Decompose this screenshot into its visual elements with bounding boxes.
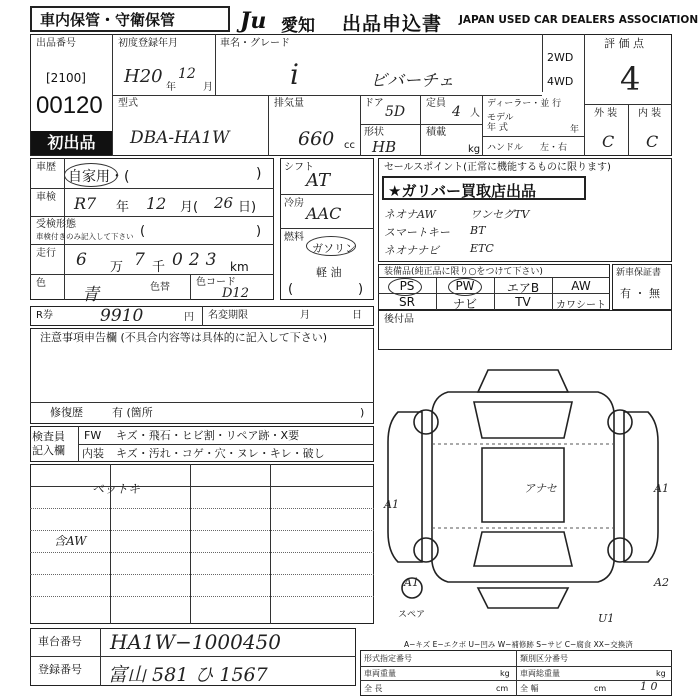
left-side xyxy=(388,412,422,562)
repair-close: ) xyxy=(360,406,365,419)
rating-label: 評 価 点 xyxy=(604,37,644,50)
usage-value: 自家用・( xyxy=(68,169,130,185)
certificate-note: 車検付きのみ記入して下さい xyxy=(36,232,134,241)
rating-score: 4 xyxy=(620,60,641,98)
car-body xyxy=(432,392,614,582)
color-code-label: 色コード xyxy=(196,277,236,288)
aircon-label: 冷房 xyxy=(284,198,304,209)
inspector-int-label: 内装 xyxy=(82,447,104,460)
handle-options: 左・右 xyxy=(540,143,568,153)
car-outline-bottom xyxy=(478,588,568,608)
drive-2wd: 2WD xyxy=(547,51,574,64)
lot-label: 出品番号 xyxy=(36,38,76,49)
ju-logo xyxy=(240,8,266,34)
mileage-rest: 023 xyxy=(172,250,223,270)
displacement-label: 排気量 xyxy=(274,98,304,109)
mileage-man-unit: 万 xyxy=(110,260,124,275)
fuel-close: ) xyxy=(358,282,364,297)
load-label: 積載 xyxy=(426,127,446,138)
spec-row3: 全 長 xyxy=(364,684,383,693)
shift-value: AT xyxy=(306,170,331,191)
name-change-label: 名変期限 xyxy=(208,310,248,321)
damage-mark-2: A1 xyxy=(654,482,669,495)
equip-leather: カワシート xyxy=(556,300,606,311)
plate-value: 富山 581 ひ 1567 xyxy=(108,664,268,686)
drive-4wd: 4WD xyxy=(547,75,574,88)
right-side xyxy=(624,412,658,562)
inspection-year-unit: 年 xyxy=(116,200,130,215)
usage-label: 車歴 xyxy=(36,162,56,173)
month-unit: 月 xyxy=(203,82,213,93)
recycle-unit: 円 xyxy=(184,312,194,323)
repair-label: 修復歴 xyxy=(50,406,83,419)
type-code-value: DBA-HA1W xyxy=(130,128,230,148)
mileage-man: 6 xyxy=(76,250,87,270)
selling-point-5: ネオナナビ xyxy=(384,244,439,257)
color-change-label: 色替 xyxy=(150,282,170,293)
fuel-open: ( xyxy=(288,282,294,297)
recycle-value: 9910 xyxy=(100,306,144,326)
damage-mark-3: A1 xyxy=(404,576,419,589)
remark-line-1: ペットキ xyxy=(92,482,141,496)
displacement-value: 660 xyxy=(298,128,335,150)
model-year-label: モデル 年 式 xyxy=(487,113,514,133)
after-install-frame xyxy=(378,310,672,350)
name-change-month: 月 xyxy=(300,310,310,321)
color-value: 青 xyxy=(82,285,99,305)
fuel-gasoline: ガソリン xyxy=(312,242,356,255)
equip-navi: ナビ xyxy=(452,297,477,311)
capacity-label: 定員 xyxy=(426,98,446,109)
selling-point-6: ETC xyxy=(470,242,494,255)
equip-tv: TV xyxy=(515,295,531,309)
spec-row3b-unit: cm xyxy=(594,684,607,693)
load-unit: kg xyxy=(468,144,481,155)
storage-tab-label: 車内保管・守衛保管 xyxy=(40,11,176,29)
inspector-fw-items: キズ・飛石・ヒビ割・リペア跡・X要 xyxy=(116,429,300,442)
doors-label: ドア xyxy=(364,98,384,109)
model-name-value: i xyxy=(290,58,299,91)
year-unit: 年 xyxy=(166,82,176,93)
equipment-label: 装備品(純正品に限り○をつけて下さい) xyxy=(384,267,543,277)
type-code-label: 型式 xyxy=(118,98,138,109)
inspection-era: R7 xyxy=(74,194,97,213)
spec-row2: 車両重量 xyxy=(364,669,396,678)
handle-label: ハンドル xyxy=(487,143,524,153)
remark-line-2: 含AW xyxy=(54,534,87,548)
shape-value: HB xyxy=(372,138,397,156)
equip-ps: PS xyxy=(399,279,415,293)
inspection-month: 12 xyxy=(146,194,167,213)
spec-row1b: 類別区分番号 xyxy=(520,654,568,663)
mileage-unit: km xyxy=(230,260,249,274)
roof-note: アナセ xyxy=(524,482,557,495)
fuel-label: 燃料 xyxy=(284,232,304,243)
notes-label: 注意事項申告欄 (不具合内容等は具体的に記入して下さい) xyxy=(40,331,328,344)
first-registration-label: 初度登録年月 xyxy=(118,38,178,49)
inspection-label: 車検 xyxy=(36,192,56,203)
spec-row3-unit: cm xyxy=(496,684,509,693)
usage-circle xyxy=(64,163,118,187)
mileage-sen: 7 xyxy=(134,250,145,270)
aircon-value: AAC xyxy=(306,204,342,223)
wheel-rl xyxy=(414,538,438,562)
first-registration-year: H20 xyxy=(124,66,163,87)
ju-logo-mark: Ju xyxy=(240,8,267,34)
spec-tail: 1 0 xyxy=(640,680,658,693)
equip-airbag: エアB xyxy=(506,281,540,295)
spec-row2-unit: kg xyxy=(500,669,510,678)
first-listing-badge xyxy=(31,131,112,155)
selling-point-4: BT xyxy=(470,224,486,237)
exterior-grade: C xyxy=(602,132,615,151)
chassis-label: 車台番号 xyxy=(38,635,82,648)
mileage-label: 走行 xyxy=(36,248,56,259)
lot-code: [2100] xyxy=(46,71,86,85)
model-grade-value: ビバーチェ xyxy=(370,71,455,91)
first-registration-month: 12 xyxy=(178,66,196,82)
interior-label: 内 装 xyxy=(638,108,662,119)
spec-row2b: 車両総重量 xyxy=(520,669,560,678)
recycle-label: R券 xyxy=(36,310,53,321)
inspector-label: 検査員 記入欄 xyxy=(32,430,65,457)
exterior-label: 外 装 xyxy=(594,108,618,119)
wheel-fl xyxy=(414,410,438,434)
usage-close: ) xyxy=(256,166,262,182)
association-name: JAPAN USED CAR DEALERS ASSOCIATION xyxy=(459,14,699,26)
warranty-label: 新車保証書 xyxy=(616,268,662,278)
selling-point-3: スマートキー xyxy=(384,226,450,239)
selling-points-label: セールスポイント(正常に機能するものに限ります) xyxy=(384,162,611,173)
damage-mark-5: U1 xyxy=(598,612,615,625)
selling-point-1: ネオナAW xyxy=(384,208,436,221)
inspector-int-items: キズ・汚れ・コゲ・穴・ヌレ・キレ・破し xyxy=(116,447,325,460)
spec-row1: 形式指定番号 xyxy=(364,654,412,663)
wheel-fr xyxy=(608,410,632,434)
capacity-value: 4 xyxy=(452,104,461,120)
certificate-open: ( xyxy=(140,224,146,239)
logo-text: 愛知 xyxy=(281,16,315,36)
spec-row3b: 全 幅 xyxy=(520,684,539,693)
name-change-day: 日 xyxy=(352,310,362,321)
damage-mark-1: A1 xyxy=(384,498,399,511)
plate-label: 登録番号 xyxy=(38,663,82,676)
equip-aw: AW xyxy=(571,279,591,293)
shift-label: シフト xyxy=(284,162,314,173)
selling-point-2: ワンセグTV xyxy=(470,208,530,221)
warranty-options: 有 ・ 無 xyxy=(620,287,660,300)
equip-sr: SR xyxy=(399,295,415,309)
certificate-label: 受検形態 xyxy=(36,219,76,230)
form-title: 出品申込書 xyxy=(342,13,443,35)
after-install-label: 後付品 xyxy=(384,314,414,325)
mileage-sen-unit: 千 xyxy=(152,260,166,275)
fuel-diesel: 軽 油 xyxy=(316,266,342,279)
repair-value: 有 (箇所 xyxy=(112,406,153,419)
model-year-unit: 年 xyxy=(570,125,580,135)
car-hood xyxy=(474,402,572,438)
inspection-month-unit: 月( xyxy=(180,200,199,215)
damage-legend: A−キズ E−エクボ U−凹み W−補修跡 S−サビ C−腐食 XX−交換済 xyxy=(404,640,633,649)
gulliver-banner-text: ★ガリバー買取店出品 xyxy=(388,182,536,200)
gulliver-banner xyxy=(382,176,586,200)
color-label: 色 xyxy=(36,278,46,289)
color-code-value: D12 xyxy=(222,286,249,301)
storage-tab xyxy=(30,6,230,32)
car-outline-top xyxy=(478,370,568,392)
equip-pw: PW xyxy=(455,279,475,293)
displacement-unit: cc xyxy=(344,140,355,151)
inspector-fw-label: FW xyxy=(84,429,102,442)
spec-row2b-unit: kg xyxy=(656,669,666,678)
spare-label: スペア xyxy=(398,610,426,620)
fuel-circle xyxy=(306,236,356,256)
inspection-day: 26 xyxy=(214,194,234,212)
damage-mark-4: A2 xyxy=(654,576,669,589)
equip-ps-circle xyxy=(388,278,422,296)
capacity-unit: 人 xyxy=(470,108,480,119)
shape-label: 形状 xyxy=(364,127,384,138)
inspection-day-unit: 日) xyxy=(238,200,257,215)
first-listing-badge-text: 初出品 xyxy=(47,133,96,152)
wheel-rr xyxy=(608,538,632,562)
certificate-close: ) xyxy=(256,224,262,239)
interior-grade: C xyxy=(646,132,659,151)
car-rear xyxy=(474,532,572,566)
model-name-label: 車名・グレード xyxy=(220,38,290,49)
chassis-value: HA1W−1000450 xyxy=(110,630,281,654)
equip-pw-circle xyxy=(448,278,482,296)
doors-value: 5D xyxy=(385,104,406,120)
dealer-label: ディーラー・並 行 xyxy=(487,99,562,109)
lot-number: 00120 xyxy=(36,92,103,119)
